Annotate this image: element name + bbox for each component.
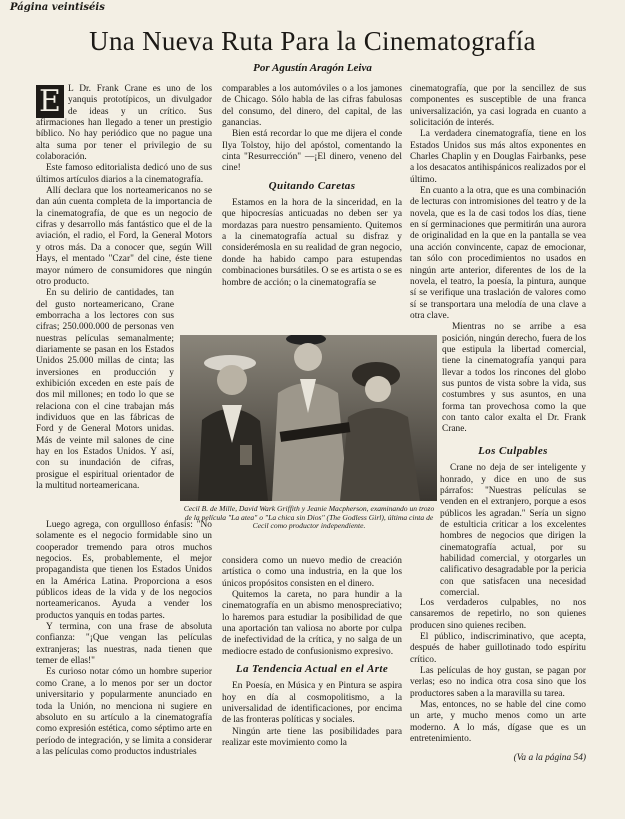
paragraph: Es curioso notar cómo un hombre superior como Crane, a lo menos por ser un doctor universitario y popularmente anunciado en toda la Unión, no menciona ni sugiere en absoluto en su artículo a la cinematografía como expresión estética, como séptimo arte en período de integración, y se limita a considerar a las películas como productos industriales [36, 667, 212, 757]
article-byline: Por Agustín Aragón Leiva [253, 62, 372, 74]
paragraph: comparables a los automóviles o a los jamones de Chicago. Sólo habla de las cifras fabulosas del consumo, del dinero, del capital, de las ganancias. [222, 84, 402, 129]
paragraph: En su delirio de cantidades, tan del gusto norteamericano, Crane emborracha a los lectores con sus cifras; 250.000.000 de personas ven nuestras películas semanalmente; diariamente se pasan en los Estados Unidos 25.000 millas de cinta; las inversiones en producción y exhibición exceden en este país de dos mil millones; en todo lo que se relaciona con el cine trabajan más individuos que en las fábricas de Ford y de General Motors unidas. Más de veinte mil salones de cine hay en los Estados Unidos. Y así, con su inundación de cifras, prosigue el espiritual orientador de la multitud norteamericana. [36, 288, 174, 492]
section-heading: Los Culpables [478, 445, 548, 457]
section-heading: La Tendencia Actual en el Arte [235, 663, 389, 676]
page-number-label: Página veintiséis [10, 2, 105, 13]
paragraph: En Poesía, en Música y en Pintura se aspira hoy en día al cosmopolitismo, a la universalidad de identificaciones, por encima de las fronteras políticas y sociales. [222, 681, 402, 726]
paragraph: El público, indiscriminativo, que acepta, después de haber guillotinado todo espíritu crítico. [410, 632, 586, 665]
paragraph: Mientras no se arribe a esa posición, ningún derecho, fuera de los que estipula la libertad comercial, tiene la cinematografía yanqui para llevar a todos los rincones del globo sus puntos de vista sobre la vida, sus costumbres y sus asuntos, en una forma tan provechosa como la que con tanto calor exalta el Dr. Frank Crane. [442, 322, 586, 435]
paragraph: Quitemos la careta, no para hundir a la cinematografía en un abismo menospreciativo; lo haremos para estudiar la posibilidad de que una aportación tan valiosa no aborte por culpa de inefectividad de la crítica, y no salga de un mediocre estado de confusionismo expresivo. [222, 590, 402, 657]
paragraph: E L Dr. Frank Crane es uno de los yanquis prototípicos, un divulgador de ideas y un crítico. Sus afirmaciones han llegado a tener un prestigio bíblico. No hay periódico que no pague una alta suma por tener el privilegio de su colaboración. [36, 84, 212, 163]
drop-cap: E [36, 85, 64, 118]
photo-caption: Cecil B. de Mille, David Wark Griffith y Jeanie Macpherson, examinando un trozo de la película "La atea" o "La chica sin Dios" (The Godless Girl), última cinta de Cecil como productor independiente. [183, 504, 435, 531]
paragraph: Mas, entonces, no se hable del cine como un arte, y mucho menos como un arte moderno. A lo más, dígase que es un entretenimiento. [410, 700, 586, 745]
continued-on-page-note: (Va a la página 54) [513, 753, 586, 764]
column-1-continued [36, 520, 212, 758]
paragraph: Los verdaderos culpables, no nos cansaremos de repetirlo, no son quienes producen sino quienes reciben. [410, 598, 586, 631]
paragraph: En cuanto a la otra, que es una combinación de lecturas con intromisiones del teatro y de la novela, que es la de casi todos los días, tiene en sí germinaciones que permitirán una aurora de originalidad en la que en la pantalla se vea una acción convincente, capaz de emocionar, tan sólo con procedimientos no usados en ningún arte anterior, diferentes de los de la novela, el teatro, la poesía, la pintura, aunque sí se verifique una traslación de valores como sí se transportara una melodía de una clave a otra clave. [410, 186, 586, 321]
paragraph: Ningún arte tiene las posibilidades para realizar este movimiento como la [222, 726, 402, 749]
paragraph: Bien está recordar lo que me dijera el conde Ilya Tolstoy, hijo del apóstol, comentando la cinta "Resurrección" —¡El dinero, veneno del cine! [222, 129, 402, 174]
paragraph: Las películas de hoy gustan, se pagan por verlas; eso no indica otra cosa sino que los productores saben a la maravilla su tarea. [410, 666, 586, 699]
column-2-continued [222, 556, 402, 750]
paragraph: Allí declara que los norteamericanos no se dan aún cuenta completa de la importancia de la cinematografía, de que es un negocio de cifras y desarrollo más fantástico que el de la aviación, el radio, el Ford, la General Motors y otros más. Da a conocer que, según Will Hays, el mentado "Czar" del cine, éste tiene mayor número de consumidores que ningún otro producto. [36, 186, 212, 287]
paragraph: Estamos en la hora de la sinceridad, en la que hipocresías anticuadas no deben ser ya mordazas para nuestro pensamiento. Quitemos a la cinematografía actual su disfraz y considerémosla en su realidad de gran negocio, donde ha habido campo para estupendas combinaciones bursátiles. O se es artista o se es hombre de acción; o la cinematografía se [222, 198, 402, 288]
paragraph: Este famoso editorialista dedicó uno de sus últimos artículos diarios a la cinematografía. [36, 163, 212, 185]
paragraph: Luego agrega, con orgullloso énfasis: "No solamente es el negocio formidable sino un cooperador tremendo para otros muchos negocios. Es, probablemente, el mejor propagandista que tienen los Estados Unidos en la América Latina. Proporciona a esos públicos ideas de la vida y de los negocios norteamericanos. Ayuda a vender los productos yanquis en todas partes. [36, 520, 212, 621]
paragraph: Crane no deja de ser inteligente y honrado, y dice en uno de sus párrafos: "Nuestras películas se venden en el extranjero, porque a esos públicos les agradan." Sería un signo de estulticia criticar a los excelentes hombres de negocios que dirigen la cinematografía actual, por su habilidad comercial, y otorgarles un calificativo desagradable por la pericia con que satisfacen una necesidad comercial. [440, 463, 586, 599]
column-3-continued [440, 440, 586, 599]
article-title: Una Nueva Ruta Para la Cinematografía [89, 26, 536, 56]
column-2 [222, 84, 402, 289]
paragraph: Y termina, con una frase de absoluta confianza: "¡Que vengan las películas extranjeras; las nuestras, nada tienen que temer de ellas!" [36, 622, 212, 667]
photo-three-filmmakers [180, 335, 437, 501]
paragraph: considera como un nuevo medio de creación artística o como una industria, en la que los únicos propósitos consisten en el dinero. [222, 556, 402, 589]
column-3-lower [410, 598, 586, 765]
section-heading: Quitando Caretas [268, 179, 356, 192]
paragraph: La verdadera cinematografía, tiene en los Estados Unidos sus más altos exponentes en Charles Chaplin y en Douglas Fairbanks, pese a los desacatos antihispánicos realizados por el último. [410, 129, 586, 185]
column-3 [410, 84, 586, 436]
paragraph: cinematografía, que por la sencillez de sus componentes es susceptible de una franca universalización, ya casi lograda en cuanto a solicitación de interés. [410, 84, 586, 129]
